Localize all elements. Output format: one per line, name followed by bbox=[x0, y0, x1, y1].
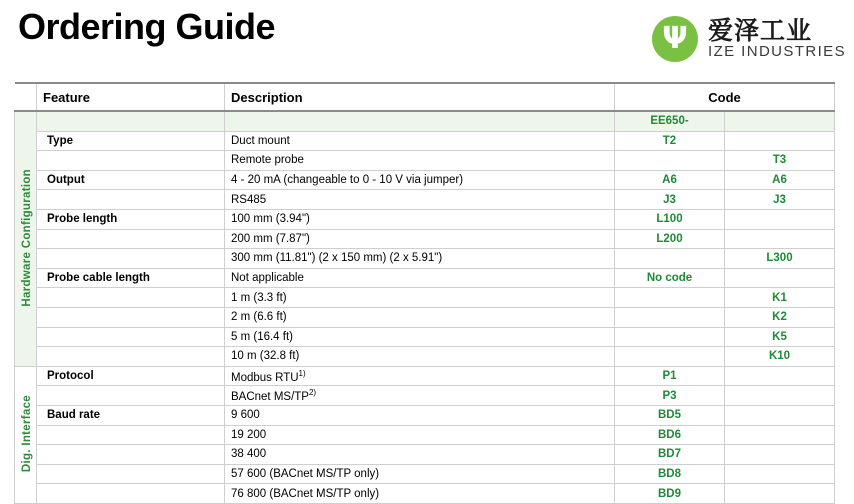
row-code-2: T3 bbox=[725, 151, 835, 171]
table-row bbox=[15, 445, 835, 465]
group-label-hardware-configuration: Hardware Configuration bbox=[15, 111, 37, 366]
column-header-feature: Feature bbox=[37, 83, 225, 111]
row-feature: Probe length bbox=[37, 209, 225, 229]
row-feature bbox=[37, 229, 225, 249]
row-description: 5 m (16.4 ft) bbox=[225, 327, 615, 347]
row-code-1 bbox=[615, 307, 725, 327]
page-title: Ordering Guide bbox=[18, 6, 276, 47]
ordering-table bbox=[14, 82, 835, 504]
row-description: Not applicable bbox=[225, 268, 615, 288]
model-code: EE650- bbox=[615, 111, 725, 131]
row-code-2 bbox=[725, 386, 835, 406]
row-code-1 bbox=[615, 288, 725, 308]
row-feature bbox=[37, 307, 225, 327]
model-row bbox=[15, 111, 835, 131]
brand-mark-icon bbox=[652, 16, 698, 62]
row-code-2: K2 bbox=[725, 307, 835, 327]
row-code-2: J3 bbox=[725, 190, 835, 210]
table-row bbox=[15, 307, 835, 327]
row-code-2: K5 bbox=[725, 327, 835, 347]
table-row bbox=[15, 288, 835, 308]
row-code-1: BD6 bbox=[615, 425, 725, 445]
row-description: 300 mm (11.81") (2 x 150 mm) (2 x 5.91") bbox=[225, 249, 615, 269]
row-feature bbox=[37, 249, 225, 269]
row-code-2 bbox=[725, 229, 835, 249]
row-description-text: BACnet MS/TP bbox=[231, 391, 309, 404]
table-body bbox=[15, 111, 835, 503]
row-code-1: BD5 bbox=[615, 405, 725, 425]
row-description: Duct mount bbox=[225, 131, 615, 151]
column-header-code: Code bbox=[615, 83, 835, 111]
brand-text bbox=[708, 18, 846, 60]
row-feature: Baud rate bbox=[37, 405, 225, 425]
page-header bbox=[0, 0, 854, 82]
row-description bbox=[225, 366, 615, 386]
row-description: 38 400 bbox=[225, 445, 615, 465]
brand-name-cn: 爱泽工业 bbox=[708, 17, 813, 45]
row-description-text: Modbus RTU bbox=[231, 371, 299, 384]
row-code-2 bbox=[725, 484, 835, 504]
table-row bbox=[15, 190, 835, 210]
row-code-1: T2 bbox=[615, 131, 725, 151]
model-desc-cell bbox=[225, 111, 615, 131]
row-description bbox=[225, 386, 615, 406]
model-code-spacer bbox=[725, 111, 835, 131]
table-row bbox=[15, 386, 835, 406]
row-code-2 bbox=[725, 209, 835, 229]
row-feature bbox=[37, 151, 225, 171]
row-feature: Type bbox=[37, 131, 225, 151]
row-code-2 bbox=[725, 405, 835, 425]
table-row bbox=[15, 170, 835, 190]
table-row bbox=[15, 347, 835, 367]
row-description: 4 - 20 mA (changeable to 0 - 10 V via jumper) bbox=[225, 170, 615, 190]
row-code-1: L200 bbox=[615, 229, 725, 249]
brand-name-en: IZE INDUSTRIES bbox=[708, 43, 846, 61]
table-row bbox=[15, 151, 835, 171]
row-code-2: A6 bbox=[725, 170, 835, 190]
column-header-side bbox=[15, 83, 37, 111]
row-code-1: L100 bbox=[615, 209, 725, 229]
row-description: 2 m (6.6 ft) bbox=[225, 307, 615, 327]
table-row bbox=[15, 131, 835, 151]
row-code-2 bbox=[725, 445, 835, 465]
row-description: 9 600 bbox=[225, 405, 615, 425]
row-description: 10 m (32.8 ft) bbox=[225, 347, 615, 367]
brand-logo bbox=[652, 16, 846, 62]
row-feature bbox=[37, 445, 225, 465]
row-description: 100 mm (3.94") bbox=[225, 209, 615, 229]
model-feature-cell bbox=[37, 111, 225, 131]
row-feature bbox=[37, 464, 225, 484]
row-code-1: BD9 bbox=[615, 484, 725, 504]
group-label-dig-interface: Dig. Interface bbox=[15, 366, 37, 503]
table-row bbox=[15, 366, 835, 386]
row-description: 1 m (3.3 ft) bbox=[225, 288, 615, 308]
row-feature: Protocol bbox=[37, 366, 225, 386]
row-code-1: P1 bbox=[615, 366, 725, 386]
table-row bbox=[15, 405, 835, 425]
column-header-description: Description bbox=[225, 83, 615, 111]
row-code-2: K10 bbox=[725, 347, 835, 367]
table-row bbox=[15, 268, 835, 288]
row-feature bbox=[37, 288, 225, 308]
row-description: 76 800 (BACnet MS/TP only) bbox=[225, 484, 615, 504]
row-code-2: L300 bbox=[725, 249, 835, 269]
row-feature bbox=[37, 347, 225, 367]
row-code-1 bbox=[615, 327, 725, 347]
row-feature bbox=[37, 386, 225, 406]
brand-glyph: Ψ bbox=[662, 21, 688, 56]
row-code-1 bbox=[615, 347, 725, 367]
table-row bbox=[15, 209, 835, 229]
table-row bbox=[15, 229, 835, 249]
row-code-2 bbox=[725, 366, 835, 386]
footnote-marker: 1) bbox=[298, 368, 306, 378]
table-row bbox=[15, 249, 835, 269]
row-code-1: No code bbox=[615, 268, 725, 288]
row-code-1 bbox=[615, 249, 725, 269]
footnote-marker: 2) bbox=[308, 388, 317, 398]
row-feature bbox=[37, 190, 225, 210]
row-code-2 bbox=[725, 464, 835, 484]
table-row bbox=[15, 464, 835, 484]
row-code-1: A6 bbox=[615, 170, 725, 190]
row-feature bbox=[37, 484, 225, 504]
row-description: RS485 bbox=[225, 190, 615, 210]
row-feature: Probe cable length bbox=[37, 268, 225, 288]
table-row bbox=[15, 484, 835, 504]
row-code-1: BD7 bbox=[615, 445, 725, 465]
row-code-2 bbox=[725, 425, 835, 445]
row-code-1: P3 bbox=[615, 386, 725, 406]
row-code-2 bbox=[725, 268, 835, 288]
row-code-1: BD8 bbox=[615, 464, 725, 484]
row-code-2: K1 bbox=[725, 288, 835, 308]
table-row bbox=[15, 327, 835, 347]
row-description: 19 200 bbox=[225, 425, 615, 445]
row-feature bbox=[37, 425, 225, 445]
table-row bbox=[15, 425, 835, 445]
row-feature: Output bbox=[37, 170, 225, 190]
row-description: Remote probe bbox=[225, 151, 615, 171]
row-feature bbox=[37, 327, 225, 347]
row-description: 200 mm (7.87") bbox=[225, 229, 615, 249]
row-code-2 bbox=[725, 131, 835, 151]
row-code-1: J3 bbox=[615, 190, 725, 210]
table-header-row bbox=[15, 83, 835, 111]
row-code-1 bbox=[615, 151, 725, 171]
row-description: 57 600 (BACnet MS/TP only) bbox=[225, 464, 615, 484]
